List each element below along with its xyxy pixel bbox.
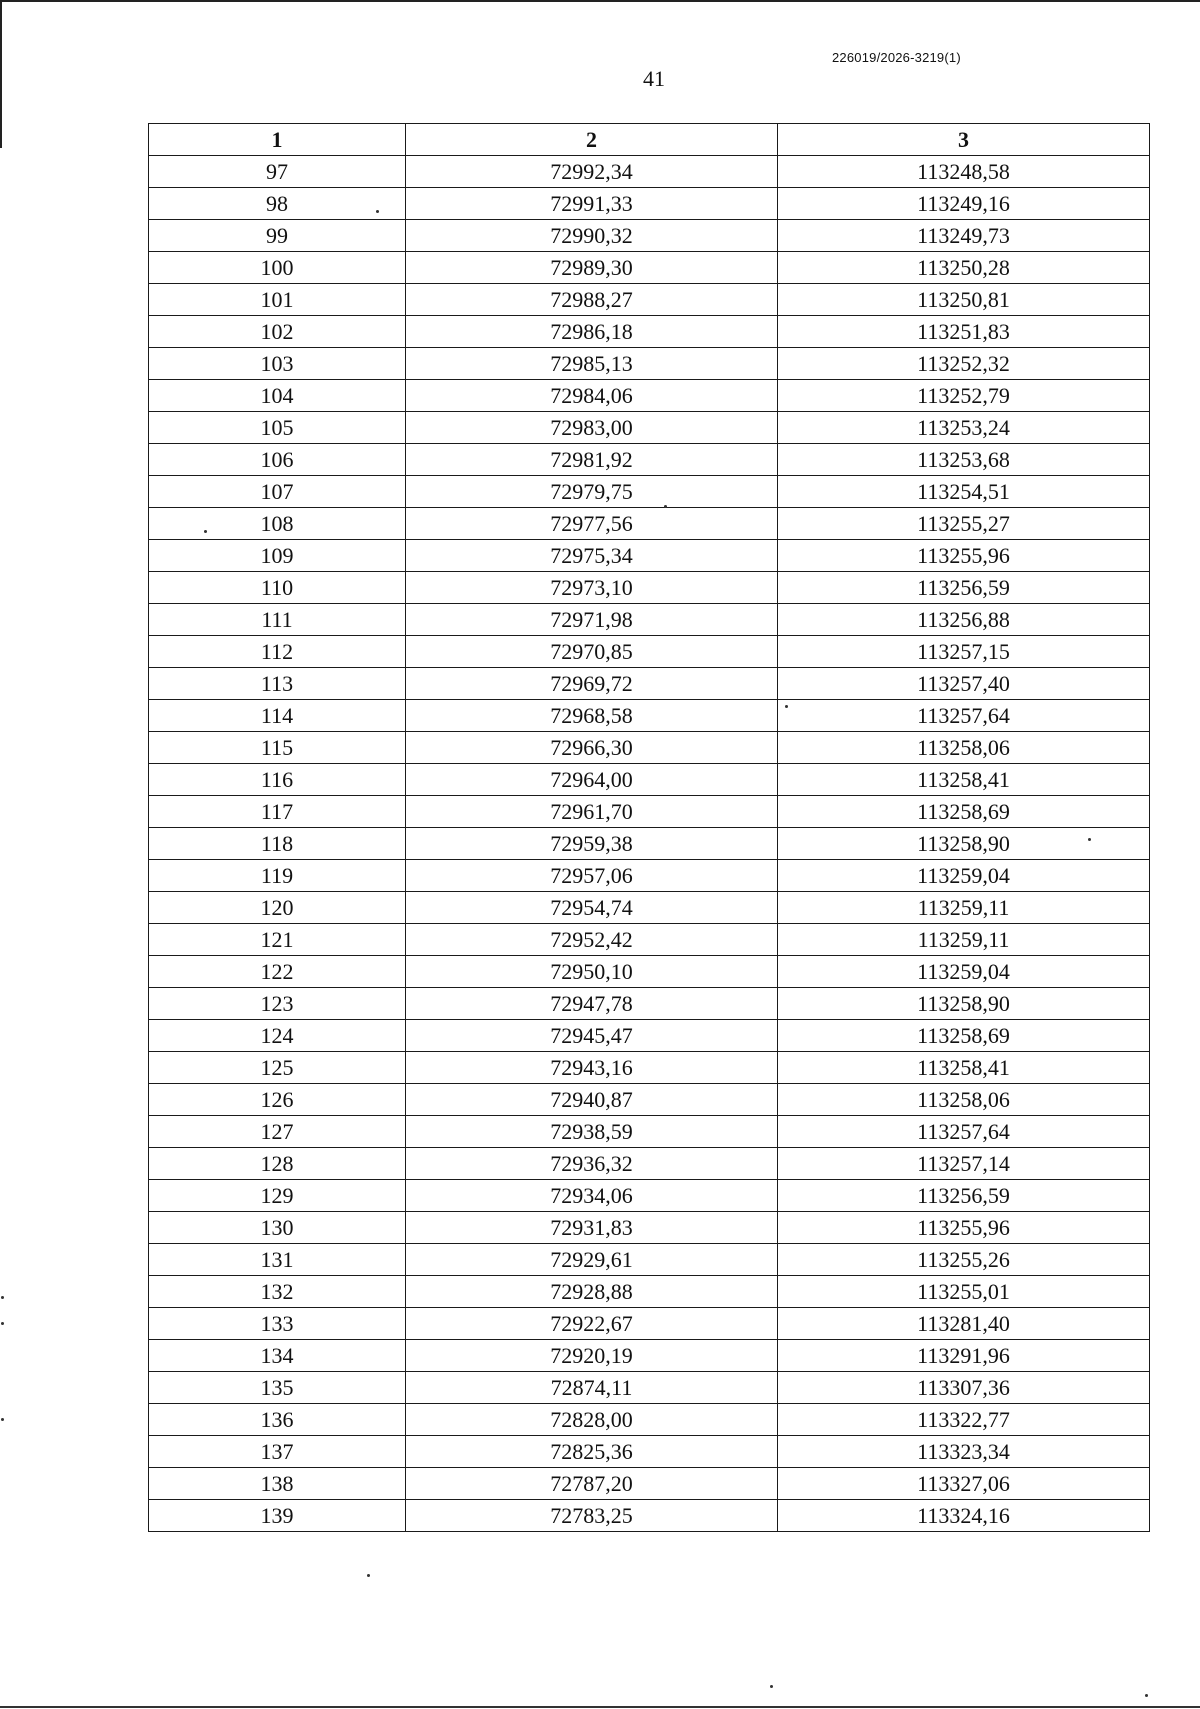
point-number-cell: 112	[149, 636, 406, 668]
table-row	[149, 508, 1150, 540]
table-row	[149, 1084, 1150, 1116]
table-row	[149, 1116, 1150, 1148]
x-coordinate-cell: 72787,20	[406, 1468, 778, 1500]
point-number-cell: 128	[149, 1148, 406, 1180]
point-number-cell: 120	[149, 892, 406, 924]
x-coordinate-cell: 72992,34	[406, 156, 778, 188]
scan-speck	[785, 705, 788, 708]
table-row	[149, 284, 1150, 316]
scan-speck	[1088, 838, 1091, 841]
x-coordinate-cell: 72964,00	[406, 764, 778, 796]
y-coordinate-cell: 113255,27	[778, 508, 1150, 540]
document-code: 226019/2026-3219(1)	[832, 50, 961, 65]
point-number-cell: 137	[149, 1436, 406, 1468]
point-number-cell: 103	[149, 348, 406, 380]
x-coordinate-cell: 72990,32	[406, 220, 778, 252]
table-row	[149, 700, 1150, 732]
y-coordinate-cell: 113256,88	[778, 604, 1150, 636]
y-coordinate-cell: 113248,58	[778, 156, 1150, 188]
y-coordinate-cell: 113256,59	[778, 572, 1150, 604]
y-coordinate-cell: 113324,16	[778, 1500, 1150, 1532]
column-header: 2	[406, 124, 778, 156]
x-coordinate-cell: 72945,47	[406, 1020, 778, 1052]
x-coordinate-cell: 72825,36	[406, 1436, 778, 1468]
point-number-cell: 99	[149, 220, 406, 252]
scan-speck	[1, 1322, 4, 1325]
y-coordinate-cell: 113323,34	[778, 1436, 1150, 1468]
x-coordinate-cell: 72943,16	[406, 1052, 778, 1084]
y-coordinate-cell: 113258,41	[778, 764, 1150, 796]
x-coordinate-cell: 72971,98	[406, 604, 778, 636]
point-number-cell: 102	[149, 316, 406, 348]
point-number-cell: 138	[149, 1468, 406, 1500]
table-row	[149, 604, 1150, 636]
scan-speck	[1145, 1694, 1148, 1697]
y-coordinate-cell: 113281,40	[778, 1308, 1150, 1340]
scan-speck	[376, 210, 379, 213]
table-row	[149, 380, 1150, 412]
table-row	[149, 892, 1150, 924]
table-row	[149, 1052, 1150, 1084]
table-row	[149, 412, 1150, 444]
y-coordinate-cell: 113258,06	[778, 1084, 1150, 1116]
table-row	[149, 220, 1150, 252]
y-coordinate-cell: 113252,79	[778, 380, 1150, 412]
point-number-cell: 123	[149, 988, 406, 1020]
point-number-cell: 105	[149, 412, 406, 444]
scan-speck	[664, 505, 667, 508]
scan-left-edge	[0, 0, 2, 148]
y-coordinate-cell: 113259,11	[778, 924, 1150, 956]
x-coordinate-cell: 72961,70	[406, 796, 778, 828]
table-row	[149, 860, 1150, 892]
table-row	[149, 540, 1150, 572]
scan-speck	[770, 1685, 773, 1688]
table-row	[149, 1372, 1150, 1404]
table-row	[149, 1308, 1150, 1340]
y-coordinate-cell: 113249,73	[778, 220, 1150, 252]
x-coordinate-cell: 72988,27	[406, 284, 778, 316]
table-row	[149, 1436, 1150, 1468]
table-row	[149, 188, 1150, 220]
x-coordinate-cell: 72968,58	[406, 700, 778, 732]
point-number-cell: 131	[149, 1244, 406, 1276]
scan-speck	[204, 530, 207, 533]
table-row	[149, 1180, 1150, 1212]
y-coordinate-cell: 113257,64	[778, 1116, 1150, 1148]
point-number-cell: 107	[149, 476, 406, 508]
table-row	[149, 348, 1150, 380]
x-coordinate-cell: 72783,25	[406, 1500, 778, 1532]
y-coordinate-cell: 113307,36	[778, 1372, 1150, 1404]
y-coordinate-cell: 113251,83	[778, 316, 1150, 348]
x-coordinate-cell: 72936,32	[406, 1148, 778, 1180]
point-number-cell: 98	[149, 188, 406, 220]
table-row	[149, 444, 1150, 476]
x-coordinate-cell: 72931,83	[406, 1212, 778, 1244]
point-number-cell: 135	[149, 1372, 406, 1404]
y-coordinate-cell: 113256,59	[778, 1180, 1150, 1212]
y-coordinate-cell: 113258,90	[778, 828, 1150, 860]
point-number-cell: 130	[149, 1212, 406, 1244]
table-row	[149, 668, 1150, 700]
x-coordinate-cell: 72983,00	[406, 412, 778, 444]
table-row	[149, 476, 1150, 508]
y-coordinate-cell: 113253,24	[778, 412, 1150, 444]
point-number-cell: 101	[149, 284, 406, 316]
table-row	[149, 1404, 1150, 1436]
point-number-cell: 110	[149, 572, 406, 604]
y-coordinate-cell: 113258,06	[778, 732, 1150, 764]
x-coordinate-cell: 72940,87	[406, 1084, 778, 1116]
scan-speck	[1, 1296, 4, 1299]
column-header: 3	[778, 124, 1150, 156]
y-coordinate-cell: 113258,69	[778, 1020, 1150, 1052]
x-coordinate-cell: 72938,59	[406, 1116, 778, 1148]
scan-bottom-edge	[0, 1706, 1200, 1708]
x-coordinate-cell: 72969,72	[406, 668, 778, 700]
y-coordinate-cell: 113249,16	[778, 188, 1150, 220]
x-coordinate-cell: 72957,06	[406, 860, 778, 892]
point-number-cell: 121	[149, 924, 406, 956]
page-number: 41	[643, 66, 665, 91]
scan-speck	[1, 1418, 4, 1421]
x-coordinate-cell: 72954,74	[406, 892, 778, 924]
point-number-cell: 134	[149, 1340, 406, 1372]
point-number-cell: 116	[149, 764, 406, 796]
x-coordinate-cell: 72989,30	[406, 252, 778, 284]
table-body	[149, 156, 1150, 1532]
point-number-cell: 132	[149, 1276, 406, 1308]
y-coordinate-cell: 113250,28	[778, 252, 1150, 284]
table-row	[149, 956, 1150, 988]
x-coordinate-cell: 72985,13	[406, 348, 778, 380]
table-row	[149, 828, 1150, 860]
x-coordinate-cell: 72947,78	[406, 988, 778, 1020]
y-coordinate-cell: 113255,96	[778, 540, 1150, 572]
scan-speck	[367, 1574, 370, 1577]
x-coordinate-cell: 72874,11	[406, 1372, 778, 1404]
x-coordinate-cell: 72970,85	[406, 636, 778, 668]
x-coordinate-cell: 72920,19	[406, 1340, 778, 1372]
point-number-cell: 129	[149, 1180, 406, 1212]
point-number-cell: 133	[149, 1308, 406, 1340]
point-number-cell: 109	[149, 540, 406, 572]
x-coordinate-cell: 72929,61	[406, 1244, 778, 1276]
x-coordinate-cell: 72922,67	[406, 1308, 778, 1340]
point-number-cell: 113	[149, 668, 406, 700]
table-row	[149, 732, 1150, 764]
point-number-cell: 106	[149, 444, 406, 476]
table-header-row	[149, 124, 1150, 156]
y-coordinate-cell: 113257,15	[778, 636, 1150, 668]
x-coordinate-cell: 72975,34	[406, 540, 778, 572]
y-coordinate-cell: 113257,40	[778, 668, 1150, 700]
table-row	[149, 252, 1150, 284]
table-row	[149, 764, 1150, 796]
y-coordinate-cell: 113257,14	[778, 1148, 1150, 1180]
point-number-cell: 117	[149, 796, 406, 828]
point-number-cell: 122	[149, 956, 406, 988]
table-row	[149, 1340, 1150, 1372]
x-coordinate-cell: 72981,92	[406, 444, 778, 476]
x-coordinate-cell: 72950,10	[406, 956, 778, 988]
table-row	[149, 1276, 1150, 1308]
y-coordinate-cell: 113291,96	[778, 1340, 1150, 1372]
x-coordinate-cell: 72928,88	[406, 1276, 778, 1308]
y-coordinate-cell: 113253,68	[778, 444, 1150, 476]
point-number-cell: 100	[149, 252, 406, 284]
x-coordinate-cell: 72966,30	[406, 732, 778, 764]
x-coordinate-cell: 72979,75	[406, 476, 778, 508]
table-row	[149, 1244, 1150, 1276]
x-coordinate-cell: 72984,06	[406, 380, 778, 412]
x-coordinate-cell: 72973,10	[406, 572, 778, 604]
coordinates-table	[148, 123, 1150, 1532]
point-number-cell: 104	[149, 380, 406, 412]
y-coordinate-cell: 113258,90	[778, 988, 1150, 1020]
x-coordinate-cell: 72986,18	[406, 316, 778, 348]
y-coordinate-cell: 113257,64	[778, 700, 1150, 732]
point-number-cell: 118	[149, 828, 406, 860]
table-row	[149, 924, 1150, 956]
y-coordinate-cell: 113255,01	[778, 1276, 1150, 1308]
table-row	[149, 1148, 1150, 1180]
x-coordinate-cell: 72952,42	[406, 924, 778, 956]
y-coordinate-cell: 113255,96	[778, 1212, 1150, 1244]
scan-top-edge	[0, 0, 1200, 2]
point-number-cell: 114	[149, 700, 406, 732]
point-number-cell: 125	[149, 1052, 406, 1084]
column-header: 1	[149, 124, 406, 156]
point-number-cell: 126	[149, 1084, 406, 1116]
y-coordinate-cell: 113258,69	[778, 796, 1150, 828]
x-coordinate-cell: 72934,06	[406, 1180, 778, 1212]
table-row	[149, 988, 1150, 1020]
x-coordinate-cell: 72959,38	[406, 828, 778, 860]
table-row	[149, 796, 1150, 828]
y-coordinate-cell: 113259,11	[778, 892, 1150, 924]
y-coordinate-cell: 113255,26	[778, 1244, 1150, 1276]
table-row	[149, 636, 1150, 668]
y-coordinate-cell: 113259,04	[778, 860, 1150, 892]
point-number-cell: 97	[149, 156, 406, 188]
y-coordinate-cell: 113259,04	[778, 956, 1150, 988]
table-row	[149, 156, 1150, 188]
table-row	[149, 1468, 1150, 1500]
table-row	[149, 1020, 1150, 1052]
table-row	[149, 316, 1150, 348]
table-row	[149, 572, 1150, 604]
point-number-cell: 108	[149, 508, 406, 540]
y-coordinate-cell: 113322,77	[778, 1404, 1150, 1436]
y-coordinate-cell: 113254,51	[778, 476, 1150, 508]
y-coordinate-cell: 113250,81	[778, 284, 1150, 316]
x-coordinate-cell: 72828,00	[406, 1404, 778, 1436]
x-coordinate-cell: 72977,56	[406, 508, 778, 540]
table-row	[149, 1212, 1150, 1244]
point-number-cell: 139	[149, 1500, 406, 1532]
x-coordinate-cell: 72991,33	[406, 188, 778, 220]
point-number-cell: 111	[149, 604, 406, 636]
point-number-cell: 124	[149, 1020, 406, 1052]
point-number-cell: 119	[149, 860, 406, 892]
point-number-cell: 115	[149, 732, 406, 764]
table-row	[149, 1500, 1150, 1532]
y-coordinate-cell: 113252,32	[778, 348, 1150, 380]
point-number-cell: 127	[149, 1116, 406, 1148]
point-number-cell: 136	[149, 1404, 406, 1436]
y-coordinate-cell: 113327,06	[778, 1468, 1150, 1500]
y-coordinate-cell: 113258,41	[778, 1052, 1150, 1084]
